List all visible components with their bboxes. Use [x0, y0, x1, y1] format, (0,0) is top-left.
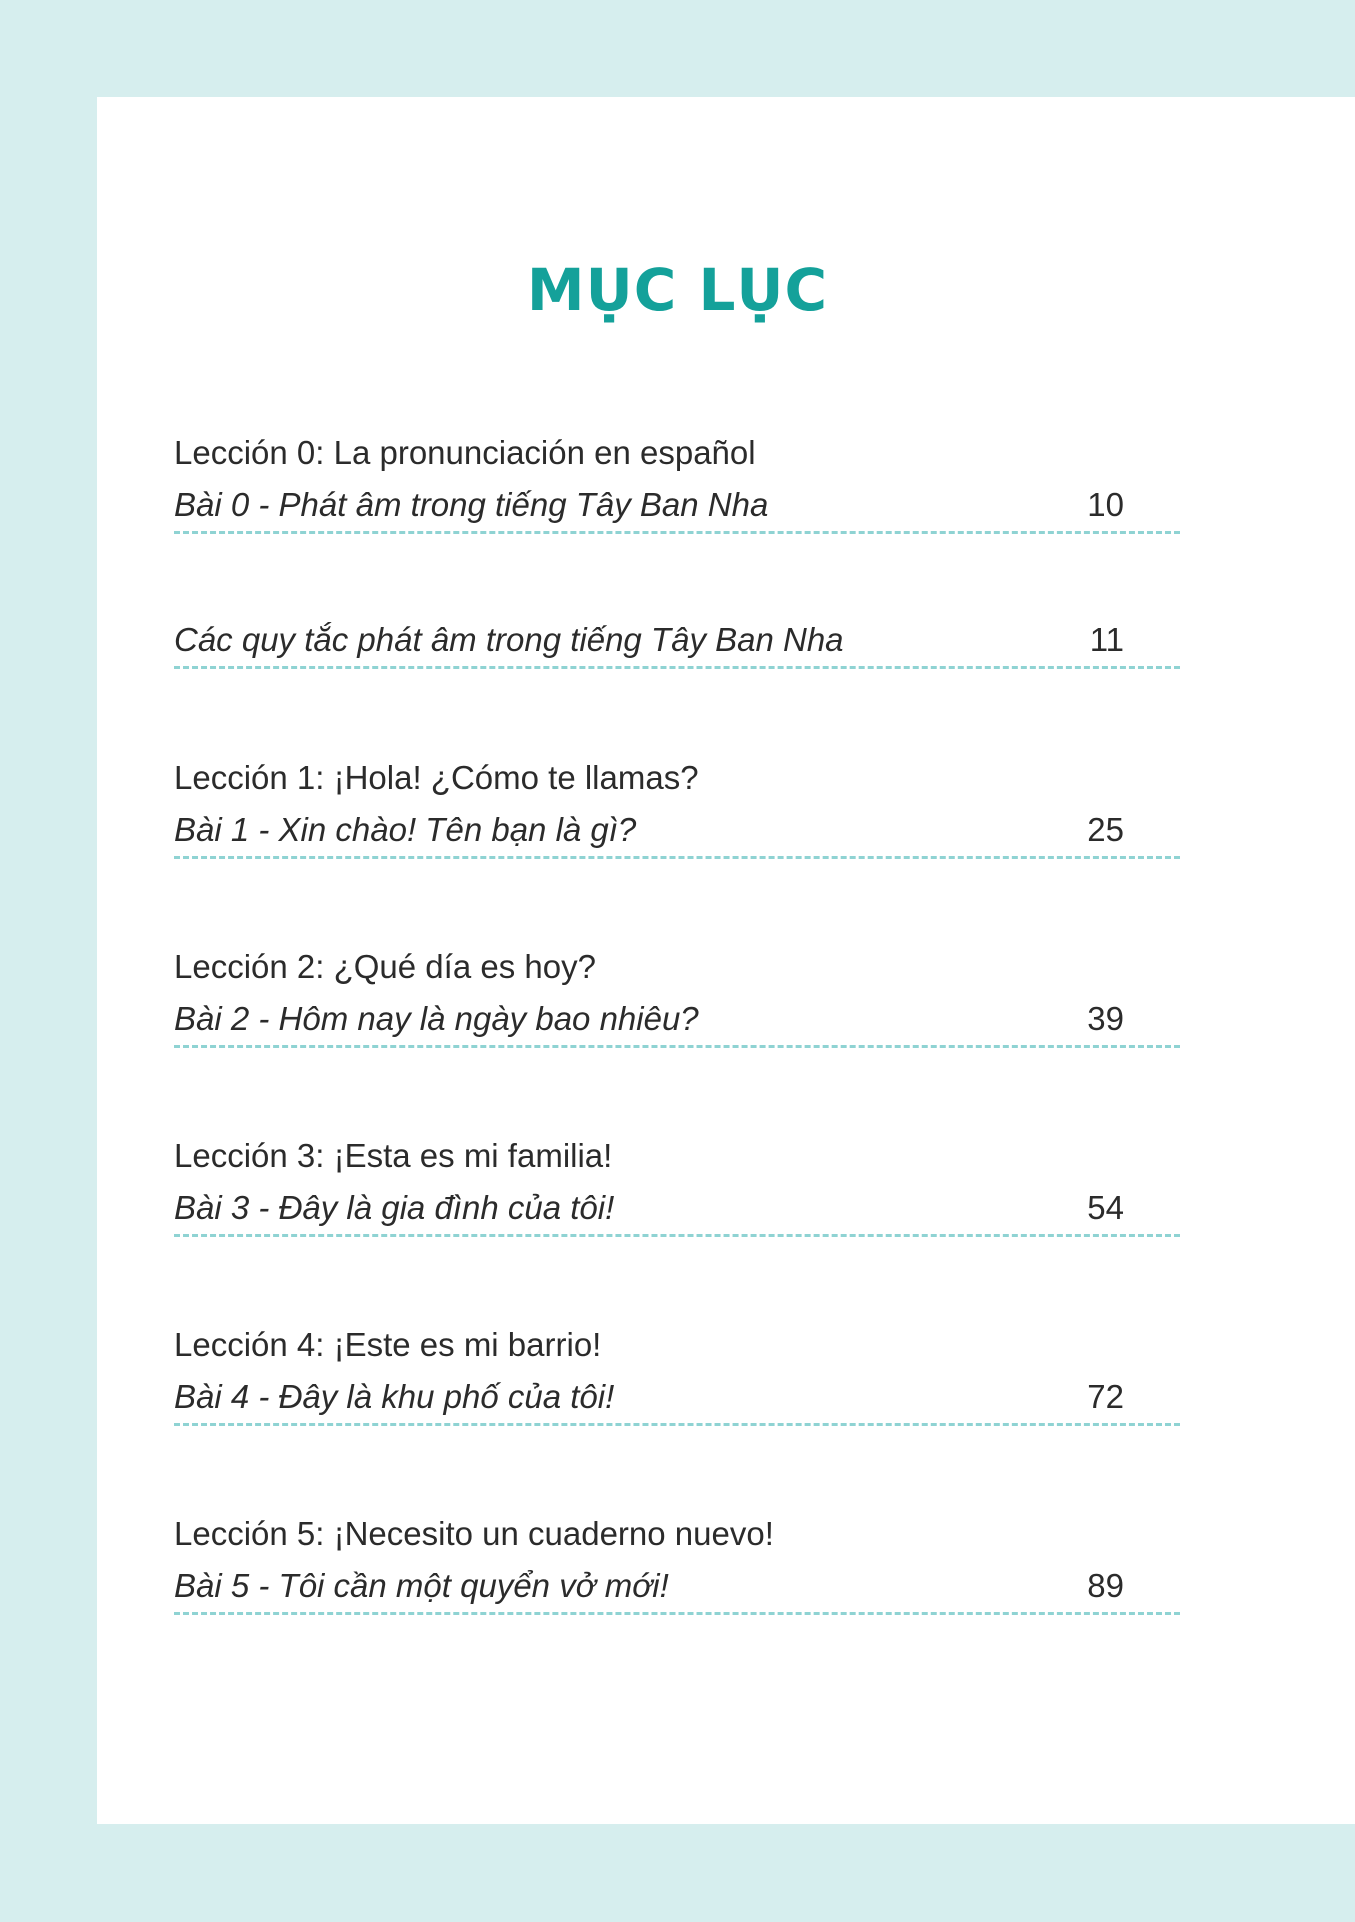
vietnamese-lesson-title [174, 479, 1180, 531]
toc-entry[interactable] [174, 1319, 1180, 1426]
toc-entry[interactable] [174, 614, 1180, 669]
vietnamese-lesson-title [174, 993, 1180, 1045]
vietnamese-section-text: Các quy tắc phát âm trong tiếng Tây Ban Nha [174, 621, 844, 658]
toc-entry[interactable] [174, 427, 1180, 534]
spanish-lesson-title: Lección 2: ¿Qué día es hoy? [174, 948, 596, 985]
toc-entry[interactable] [174, 752, 1180, 859]
spanish-lesson-title: Lección 3: ¡Esta es mi familia! [174, 1137, 613, 1174]
page-number: 39 [1087, 1000, 1124, 1037]
page-number: 89 [1087, 1567, 1124, 1604]
toc-title: MỤC LỤC [526, 256, 829, 324]
vietnamese-lesson-text: Bài 4 - Đây là khu phố của tôi! [174, 1378, 615, 1415]
vietnamese-lesson-text: Bài 1 - Xin chào! Tên bạn là gì? [174, 811, 637, 848]
vietnamese-lesson-text: Bài 2 - Hôm nay là ngày bao nhiêu? [174, 1000, 699, 1037]
vietnamese-lesson-title [174, 804, 1180, 856]
toc-entry[interactable] [174, 1508, 1180, 1615]
toc-entry[interactable] [174, 941, 1180, 1048]
vietnamese-lesson-title [174, 1371, 1180, 1423]
vietnamese-lesson-text: Bài 0 - Phát âm trong tiếng Tây Ban Nha [174, 486, 769, 523]
vietnamese-lesson-title [174, 1560, 1180, 1612]
page-number: 25 [1087, 811, 1124, 848]
page-number: 11 [1089, 621, 1124, 658]
vietnamese-lesson-text: Bài 5 - Tôi cần một quyển vở mới! [174, 1567, 669, 1604]
toc-entry[interactable] [174, 1130, 1180, 1237]
vietnamese-lesson-text: Bài 3 - Đây là gia đình của tôi! [174, 1189, 615, 1226]
page-number: 54 [1087, 1189, 1124, 1226]
page-number: 10 [1087, 486, 1124, 523]
spanish-lesson-title: Lección 1: ¡Hola! ¿Cómo te llamas? [174, 759, 699, 796]
vietnamese-section-title [174, 614, 1180, 666]
spanish-lesson-title: Lección 5: ¡Necesito un cuaderno nuevo! [174, 1515, 774, 1552]
vietnamese-lesson-title [174, 1182, 1180, 1234]
spanish-lesson-title: Lección 4: ¡Este es mi barrio! [174, 1326, 602, 1363]
spanish-lesson-title: Lección 0: La pronunciación en español [174, 434, 756, 471]
page-number: 72 [1087, 1378, 1124, 1415]
